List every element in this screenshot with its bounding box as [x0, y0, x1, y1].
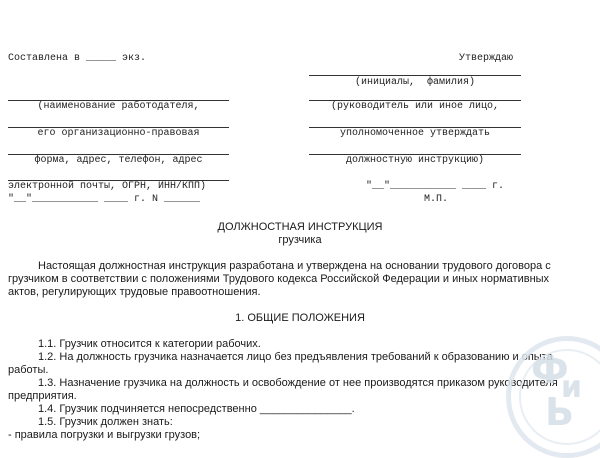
- authorized-caption: уполномоченное утверждать: [339, 128, 491, 139]
- legal-form-caption: его организационно-правовая: [37, 128, 200, 139]
- watermark-letter-soft: Ь: [545, 390, 574, 434]
- document-title: ДОЛЖНОСТНАЯ ИНСТРУКЦИЯ: [217, 221, 383, 233]
- head-caption: (руководитель или иное лицо,: [330, 101, 500, 112]
- item-1-4: 1.4. Грузчик подчиняется непосредственно _______________.: [38, 403, 355, 415]
- item-1-5-bullet-1: - правила погрузки и выгрузки грузов;: [8, 429, 201, 441]
- address-caption: форма, адрес, телефон, адрес: [34, 155, 203, 166]
- item-1-3-line-2: предприятия.: [8, 390, 77, 402]
- approval-date-line: "__"___________ ____ г.: [366, 181, 505, 192]
- document-subtitle: грузчика: [278, 234, 322, 246]
- item-1-2-line-1: 1.2. На должность грузчика назначается лицо без предъявления требований к образованию и опыта: [38, 351, 553, 363]
- initials-caption: (инициалы, фамилия): [354, 77, 476, 88]
- item-1-3-line-1: 1.3. Назначение грузчика на должность и освобождение от нее производятся приказом руководителя: [38, 377, 558, 389]
- watermark-letter-i: и: [561, 370, 583, 405]
- approve-label: Утверждаю: [459, 53, 514, 64]
- intro-line-1: Настоящая должностная инструкция разработана и утверждена на основании трудового договора с: [38, 260, 551, 272]
- initials-underline: [309, 75, 521, 76]
- contacts-caption: электронной почты, ОГРН, ИНН/КПП): [8, 181, 207, 192]
- section-1-heading: 1. ОБЩИЕ ПОЛОЖЕНИЯ: [235, 312, 365, 324]
- intro-line-2: грузчиком в соответствии с положениями Трудового кодекса Российской Федерации и иных нормативных: [8, 273, 550, 285]
- seal-label: М.П.: [424, 194, 449, 205]
- watermark-letter-f: Ф: [531, 348, 569, 392]
- employer-name-caption: (наименование работодателя,: [37, 101, 200, 112]
- copies-count-line: Составлена в _____ экз.: [8, 53, 147, 64]
- intro-line-3: актов, регулирующих трудовые правоотношения.: [8, 286, 261, 298]
- instruction-caption: должностную инструкцию): [345, 155, 485, 166]
- item-1-1: 1.1. Грузчик относится к категории рабочих.: [38, 338, 261, 350]
- item-1-5: 1.5. Грузчик должен знать:: [38, 416, 173, 428]
- employer-date-number-line: "__"___________ ____ г. N ______: [8, 194, 201, 205]
- item-1-2-line-2: работы.: [8, 364, 49, 376]
